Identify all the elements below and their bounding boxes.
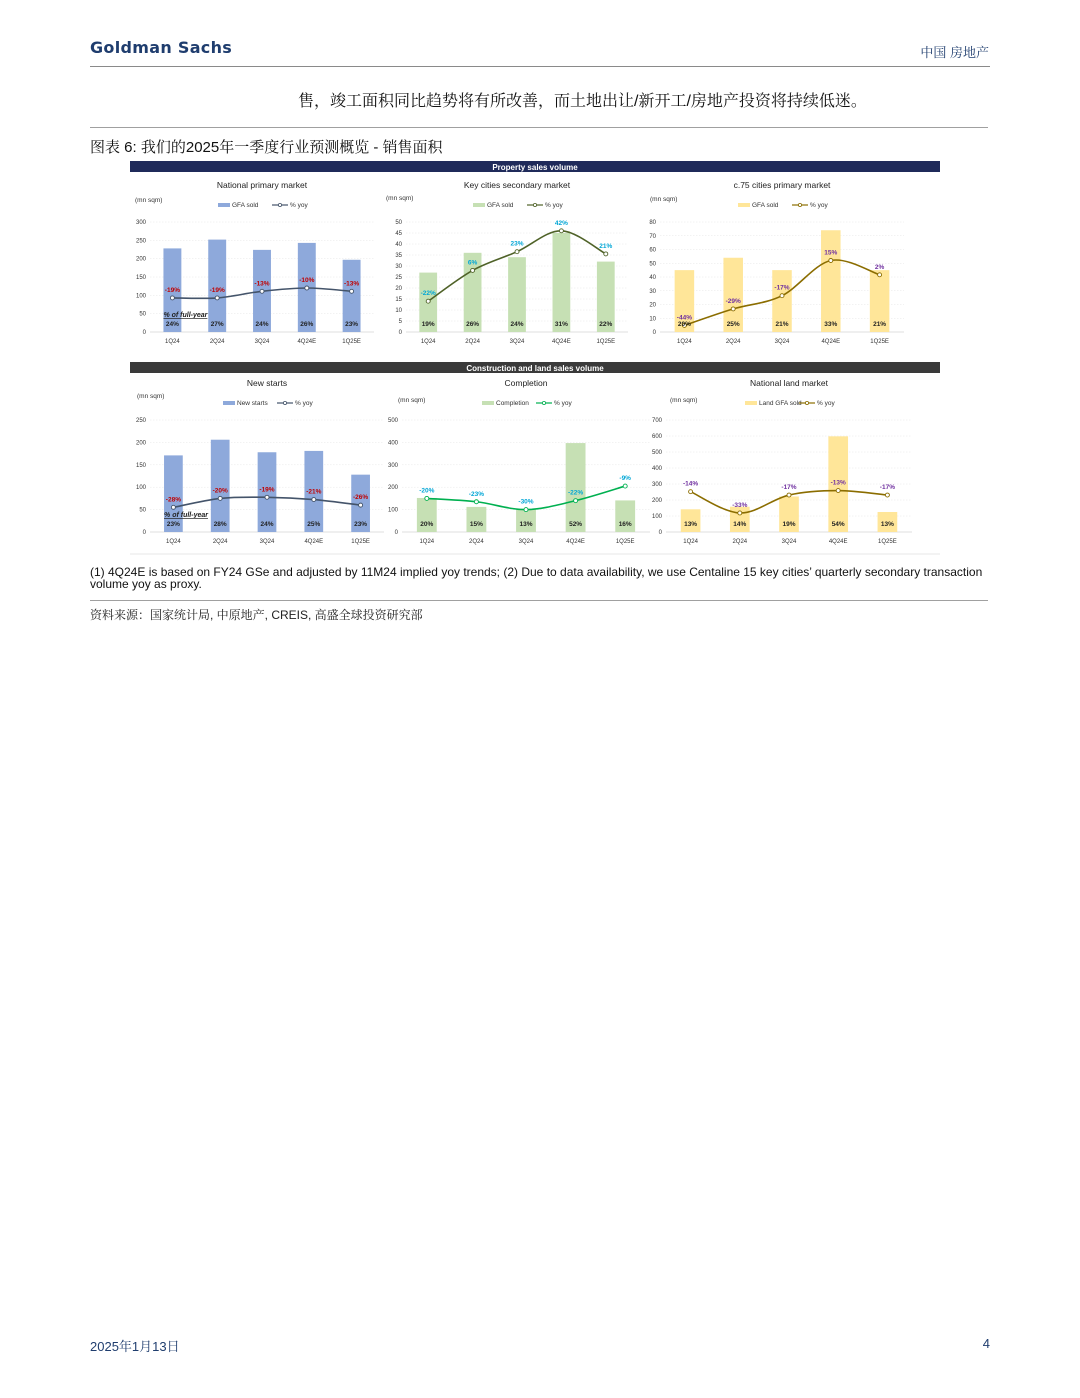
- new-starts-unit-label: (mn sqm): [137, 393, 165, 400]
- completion-ytick-label: 100: [387, 507, 398, 514]
- figure-divider-top: [90, 127, 988, 128]
- completion-ytick-label: 0: [394, 530, 398, 536]
- national-primary-unit-label: (mn sqm): [135, 197, 163, 204]
- new-starts-ytick-label: 50: [139, 507, 146, 514]
- c75-cities-primary-yoy-point: [829, 259, 833, 263]
- c75-cities-primary-ytick-label: 20: [649, 302, 656, 309]
- key-cities-secondary-yoy-point: [559, 229, 563, 233]
- completion-legend-bar-swatch: [482, 401, 494, 405]
- key-cities-secondary-yoy-label: 23%: [510, 240, 524, 248]
- national-land-ytick-label: 400: [651, 466, 662, 472]
- national-land-unit-label: (mn sqm): [670, 397, 698, 404]
- new-starts-legend-line-label: % yoy: [295, 400, 313, 407]
- new-starts-title: New starts: [246, 378, 288, 388]
- national-primary-ytick-label: 250: [135, 238, 146, 245]
- completion-yoy-label: -20%: [419, 487, 435, 495]
- national-primary-yoy-label: -13%: [254, 280, 270, 288]
- national-primary-legend-line-marker: [278, 203, 281, 206]
- national-primary-xtick-label: 3Q24: [254, 339, 270, 345]
- key-cities-secondary-share-label: 22%: [599, 321, 613, 328]
- completion-ytick-label: 300: [387, 462, 398, 469]
- national-primary-ytick-label: 150: [135, 275, 146, 281]
- c75-cities-primary-ytick-label: 30: [649, 288, 656, 295]
- c75-cities-primary-ytick-label: 0: [652, 330, 656, 336]
- c75-cities-primary-bar: [821, 230, 841, 332]
- national-land-yoy-point: [836, 489, 840, 493]
- source-line: 资料来源：国家统计局, 中原地产, CREIS, 高盛全球投资研究部: [90, 608, 423, 622]
- national-land-ytick-label: 500: [651, 450, 662, 456]
- new-starts-ytick-label: 100: [135, 485, 146, 492]
- key-cities-secondary-share-label: 31%: [554, 321, 568, 328]
- c75-cities-primary-xtick-label: 1Q25E: [870, 339, 889, 345]
- national-primary-share-label: 24%: [165, 321, 179, 328]
- key-cities-secondary-yoy-label: 6%: [467, 259, 478, 267]
- c75-cities-primary-yoy-label: 2%: [874, 263, 885, 271]
- completion-share-label: 15%: [469, 521, 483, 528]
- footnote: (1) 4Q24E is based on FY24 GSe and adjusted by 11M24 implied yoy trends; (2) Due to data availability, we use Centaline 15 key cities’ quarterly secondary transaction volume yoy as proxy.: [90, 565, 983, 591]
- completion-yoy-label: -23%: [468, 490, 484, 498]
- national-land-legend-bar-label: Land GFA sold: [759, 400, 802, 407]
- completion-yoy-point: [574, 499, 578, 503]
- national-primary-ytick-label: 50: [139, 311, 146, 318]
- national-primary-xtick-label: 1Q24: [165, 339, 180, 345]
- header-divider: [90, 66, 990, 67]
- new-starts-ytick-label: 200: [135, 440, 146, 447]
- key-cities-secondary-legend-line-label: % yoy: [545, 202, 563, 209]
- national-land-yoy-label: -13%: [830, 479, 846, 487]
- key-cities-secondary-ytick-label: 35: [395, 253, 402, 259]
- national-primary-legend-line-label: % yoy: [290, 202, 308, 209]
- national-land-legend-line-marker: [805, 401, 808, 404]
- national-land-yoy-point: [689, 490, 693, 494]
- national-primary-share-label: 26%: [300, 321, 314, 328]
- completion-bar: [566, 443, 586, 532]
- c75-cities-primary-legend-bar-label: GFA sold: [752, 202, 779, 209]
- c75-cities-primary-share-label: 33%: [824, 321, 838, 328]
- national-primary-share-caption: % of full-year: [163, 312, 208, 319]
- key-cities-secondary-share-label: 26%: [466, 321, 480, 328]
- national-land-xtick-label: 4Q24E: [828, 539, 848, 545]
- key-cities-secondary-yoy-point: [471, 268, 475, 272]
- key-cities-secondary-yoy-point: [604, 252, 608, 256]
- c75-cities-primary-legend-line-marker: [798, 203, 801, 206]
- key-cities-secondary-title: Key cities secondary market: [463, 180, 571, 190]
- completion-yoy-point: [474, 500, 478, 504]
- new-starts-xtick-label: 2Q24: [212, 539, 228, 545]
- national-land-xtick-label: 1Q25E: [878, 539, 897, 545]
- c75-cities-primary-share-label: 21%: [873, 321, 887, 328]
- completion-bar: [466, 507, 486, 532]
- c75-cities-primary-share-label: 20%: [677, 321, 691, 328]
- national-primary-legend-bar-label: GFA sold: [232, 202, 259, 209]
- new-starts-xtick-label: 3Q24: [259, 539, 275, 545]
- c75-cities-primary-ytick-label: 60: [649, 247, 656, 254]
- national-land-xtick-label: 1Q24: [683, 539, 698, 545]
- national-primary-xtick-label: 1Q25E: [342, 339, 361, 345]
- key-cities-secondary-ytick-label: 40: [395, 242, 402, 248]
- key-cities-secondary-legend-bar-swatch: [473, 203, 485, 207]
- c75-cities-primary-yoy-point: [731, 307, 735, 311]
- national-land-yoy-point: [885, 493, 889, 497]
- completion-xtick-label: 3Q24: [518, 539, 534, 545]
- new-starts-ytick-label: 150: [135, 462, 146, 469]
- national-primary-yoy-point: [260, 289, 264, 293]
- national-primary-ytick-label: 100: [135, 293, 146, 300]
- brand-logo: Goldman Sachs: [90, 38, 233, 57]
- new-starts-ytick-label: 0: [142, 530, 146, 536]
- national-primary-ytick-label: 200: [135, 256, 146, 263]
- completion-xtick-label: 4Q24E: [566, 539, 585, 545]
- completion-yoy-label: -9%: [619, 475, 631, 483]
- c75-cities-primary-ytick-label: 50: [649, 261, 656, 268]
- national-primary-share-label: 24%: [255, 321, 269, 328]
- key-cities-secondary-ytick-label: 50: [395, 220, 402, 226]
- national-land-yoy-point: [787, 493, 791, 497]
- band-property-sales-title: Property sales volume: [492, 163, 578, 172]
- key-cities-secondary-legend-line-marker: [533, 203, 536, 206]
- completion-share-label: 20%: [420, 521, 434, 528]
- key-cities-secondary-ytick-label: 45: [395, 231, 402, 237]
- completion-title: Completion: [504, 378, 548, 388]
- national-primary-share-label: 23%: [345, 321, 359, 328]
- completion-share-label: 52%: [569, 521, 583, 528]
- new-starts-share-label: 28%: [213, 521, 227, 528]
- national-primary-yoy-point: [305, 286, 309, 290]
- key-cities-secondary-ytick-label: 15: [395, 297, 402, 303]
- national-land-ytick-label: 0: [658, 530, 662, 536]
- new-starts-legend-bar-swatch: [223, 401, 235, 405]
- key-cities-secondary-yoy-point: [426, 299, 430, 303]
- national-primary-legend-bar-swatch: [218, 203, 230, 207]
- completion-xtick-label: 1Q25E: [615, 539, 635, 545]
- national-primary-title: National primary market: [216, 180, 308, 190]
- new-starts-bar: [211, 440, 230, 532]
- national-land-xtick-label: 2Q24: [732, 539, 748, 545]
- new-starts-xtick-label: 1Q25E: [351, 539, 370, 545]
- c75-cities-primary-ytick-label: 80: [649, 220, 656, 226]
- key-cities-secondary-xtick-label: 2Q24: [465, 339, 480, 345]
- completion-yoy-point: [524, 508, 528, 512]
- c75-cities-primary-yoy-point: [878, 273, 882, 277]
- new-starts-yoy-label: -20%: [212, 487, 228, 495]
- c75-cities-primary-ytick-label: 70: [649, 233, 656, 240]
- new-starts-legend-bar-label: New starts: [237, 400, 268, 407]
- national-primary-xtick-label: 4Q24E: [297, 339, 317, 345]
- national-primary-yoy-label: -10%: [299, 277, 315, 284]
- national-primary-yoy-point: [170, 296, 174, 300]
- c75-cities-primary-title: c.75 cities primary market: [733, 180, 831, 190]
- new-starts-share-label: 23%: [166, 521, 180, 528]
- national-land-ytick-label: 200: [651, 498, 662, 504]
- c75-cities-primary-xtick-label: 3Q24: [774, 339, 790, 345]
- national-land-legend-bar-swatch: [745, 401, 757, 405]
- national-land-ytick-label: 600: [651, 434, 662, 440]
- c75-cities-primary-ytick-label: 10: [649, 316, 656, 323]
- c75-cities-primary-ytick-label: 40: [649, 275, 656, 281]
- c75-cities-primary-legend-bar-swatch: [738, 203, 750, 207]
- page-number: 4: [982, 1336, 990, 1351]
- c75-cities-primary-yoy-point: [780, 294, 784, 298]
- national-land-ytick-label: 300: [651, 482, 662, 488]
- figure-title: 图表 6: 我们的2025年一季度行业预测概览 - 销售面积: [90, 139, 443, 156]
- new-starts-yoy-point: [171, 505, 175, 509]
- new-starts-share-label: 23%: [354, 521, 368, 528]
- key-cities-secondary-ytick-label: 10: [395, 308, 402, 314]
- c75-cities-primary-share-label: 25%: [726, 321, 740, 328]
- national-land-legend-line-label: % yoy: [817, 400, 835, 407]
- completion-yoy-label: -22%: [568, 489, 584, 497]
- national-land-xtick-label: 3Q24: [781, 539, 797, 545]
- key-cities-secondary-xtick-label: 3Q24: [509, 339, 525, 345]
- intro-text: 售，竣工面积同比趋势将有所改善，而土地出让/新开工/房地产投资将持续低迷。: [298, 93, 867, 110]
- national-land-title: National land market: [750, 378, 828, 388]
- national-land-share-label: 13%: [880, 521, 894, 528]
- new-starts-yoy-label: -26%: [353, 494, 369, 502]
- key-cities-secondary-share-label: 19%: [421, 321, 435, 328]
- national-primary-yoy-label: -13%: [344, 280, 360, 288]
- national-primary-ytick-label: 300: [135, 220, 146, 226]
- key-cities-secondary-xtick-label: 1Q24: [420, 339, 436, 345]
- key-cities-secondary-xtick-label: 1Q25E: [596, 339, 616, 345]
- national-land-yoy-label: -17%: [879, 484, 895, 492]
- band-construction-land-title: Construction and land sales volume: [466, 364, 604, 373]
- key-cities-secondary-unit-label: (mn sqm): [386, 195, 414, 202]
- national-primary-ytick-label: 0: [142, 330, 146, 336]
- new-starts-share-caption: % of full-year: [164, 512, 208, 519]
- national-primary-share-label: 27%: [210, 321, 224, 328]
- completion-xtick-label: 2Q24: [469, 539, 484, 545]
- completion-xtick-label: 1Q24: [419, 539, 435, 545]
- c75-cities-primary-share-label: 21%: [775, 321, 789, 328]
- national-primary-yoy-label: -19%: [209, 286, 225, 294]
- c75-cities-primary-legend-line-label: % yoy: [810, 202, 828, 209]
- c75-cities-primary-yoy-label: -17%: [774, 284, 790, 292]
- completion-legend-line-label: % yoy: [554, 400, 572, 407]
- completion-legend-line-marker: [542, 401, 545, 404]
- national-primary-xtick-label: 2Q24: [209, 339, 225, 345]
- chart-panel: [128, 160, 942, 556]
- new-starts-yoy-label: -21%: [306, 488, 322, 496]
- completion-share-label: 13%: [519, 521, 533, 528]
- c75-cities-primary-yoy-label: -44%: [676, 314, 692, 322]
- key-cities-secondary-yoy-point: [515, 250, 519, 254]
- new-starts-yoy-label: -28%: [165, 496, 181, 504]
- c75-cities-primary-yoy-label: 15%: [824, 249, 838, 257]
- national-primary-yoy-point: [215, 296, 219, 300]
- completion-ytick-label: 200: [387, 485, 398, 492]
- new-starts-share-label: 25%: [307, 521, 321, 528]
- completion-share-label: 16%: [618, 521, 632, 528]
- national-land-share-label: 14%: [733, 521, 747, 528]
- national-land-yoy-point: [738, 511, 742, 515]
- new-starts-yoy-point: [359, 503, 363, 507]
- c75-cities-primary-unit-label: (mn sqm): [650, 196, 678, 203]
- national-land-ytick-label: 100: [651, 514, 662, 520]
- new-starts-yoy-point: [218, 496, 222, 500]
- section-label: 中国 房地产: [920, 45, 989, 60]
- new-starts-xtick-label: 4Q24E: [304, 539, 324, 545]
- completion-ytick-label: 400: [387, 440, 398, 447]
- c75-cities-primary-xtick-label: 4Q24E: [821, 339, 841, 345]
- key-cities-secondary-ytick-label: 0: [398, 330, 402, 336]
- national-land-yoy-label: -14%: [683, 480, 699, 488]
- key-cities-secondary-bar: [553, 233, 571, 332]
- new-starts-ytick-label: 250: [135, 418, 146, 424]
- national-land-share-label: 13%: [684, 521, 698, 528]
- footer-date: 2025年1月13日: [90, 1339, 180, 1354]
- new-starts-legend-line-marker: [283, 401, 286, 404]
- completion-yoy-point: [425, 496, 429, 500]
- key-cities-secondary-legend-bar-label: GFA sold: [487, 202, 514, 209]
- key-cities-secondary-ytick-label: 30: [395, 264, 402, 270]
- key-cities-secondary-ytick-label: 5: [398, 319, 402, 325]
- national-land-yoy-label: -17%: [781, 484, 797, 492]
- key-cities-secondary-ytick-label: 25: [395, 275, 402, 281]
- national-land-ytick-label: 700: [651, 418, 662, 424]
- key-cities-secondary-ytick-label: 20: [395, 286, 402, 292]
- completion-yoy-label: -30%: [518, 498, 534, 506]
- figure-divider-bottom: [90, 600, 988, 601]
- new-starts-xtick-label: 1Q24: [166, 539, 181, 545]
- completion-yoy-point: [623, 484, 627, 488]
- completion-unit-label: (mn sqm): [398, 397, 426, 404]
- key-cities-secondary-share-label: 24%: [510, 321, 524, 328]
- c75-cities-primary-xtick-label: 2Q24: [725, 339, 741, 345]
- new-starts-yoy-point: [265, 495, 269, 499]
- national-land-share-label: 19%: [782, 521, 796, 528]
- new-starts-yoy-label: -19%: [259, 486, 275, 494]
- national-primary-bar: [208, 240, 226, 332]
- key-cities-secondary-yoy-label: -22%: [420, 290, 436, 298]
- new-starts-yoy-point: [312, 498, 316, 502]
- national-land-share-label: 54%: [831, 521, 845, 528]
- national-primary-yoy-label: -19%: [164, 286, 180, 294]
- new-starts-share-label: 24%: [260, 521, 274, 528]
- completion-ytick-label: 500: [387, 418, 398, 424]
- c75-cities-primary-xtick-label: 1Q24: [677, 339, 692, 345]
- key-cities-secondary-yoy-label: 21%: [599, 242, 613, 250]
- completion-legend-bar-label: Completion: [496, 400, 529, 407]
- c75-cities-primary-yoy-label: -29%: [725, 297, 741, 305]
- national-primary-yoy-point: [350, 289, 354, 293]
- key-cities-secondary-xtick-label: 4Q24E: [552, 339, 571, 345]
- national-land-yoy-label: -33%: [732, 501, 748, 509]
- key-cities-secondary-yoy-label: 42%: [554, 219, 568, 227]
